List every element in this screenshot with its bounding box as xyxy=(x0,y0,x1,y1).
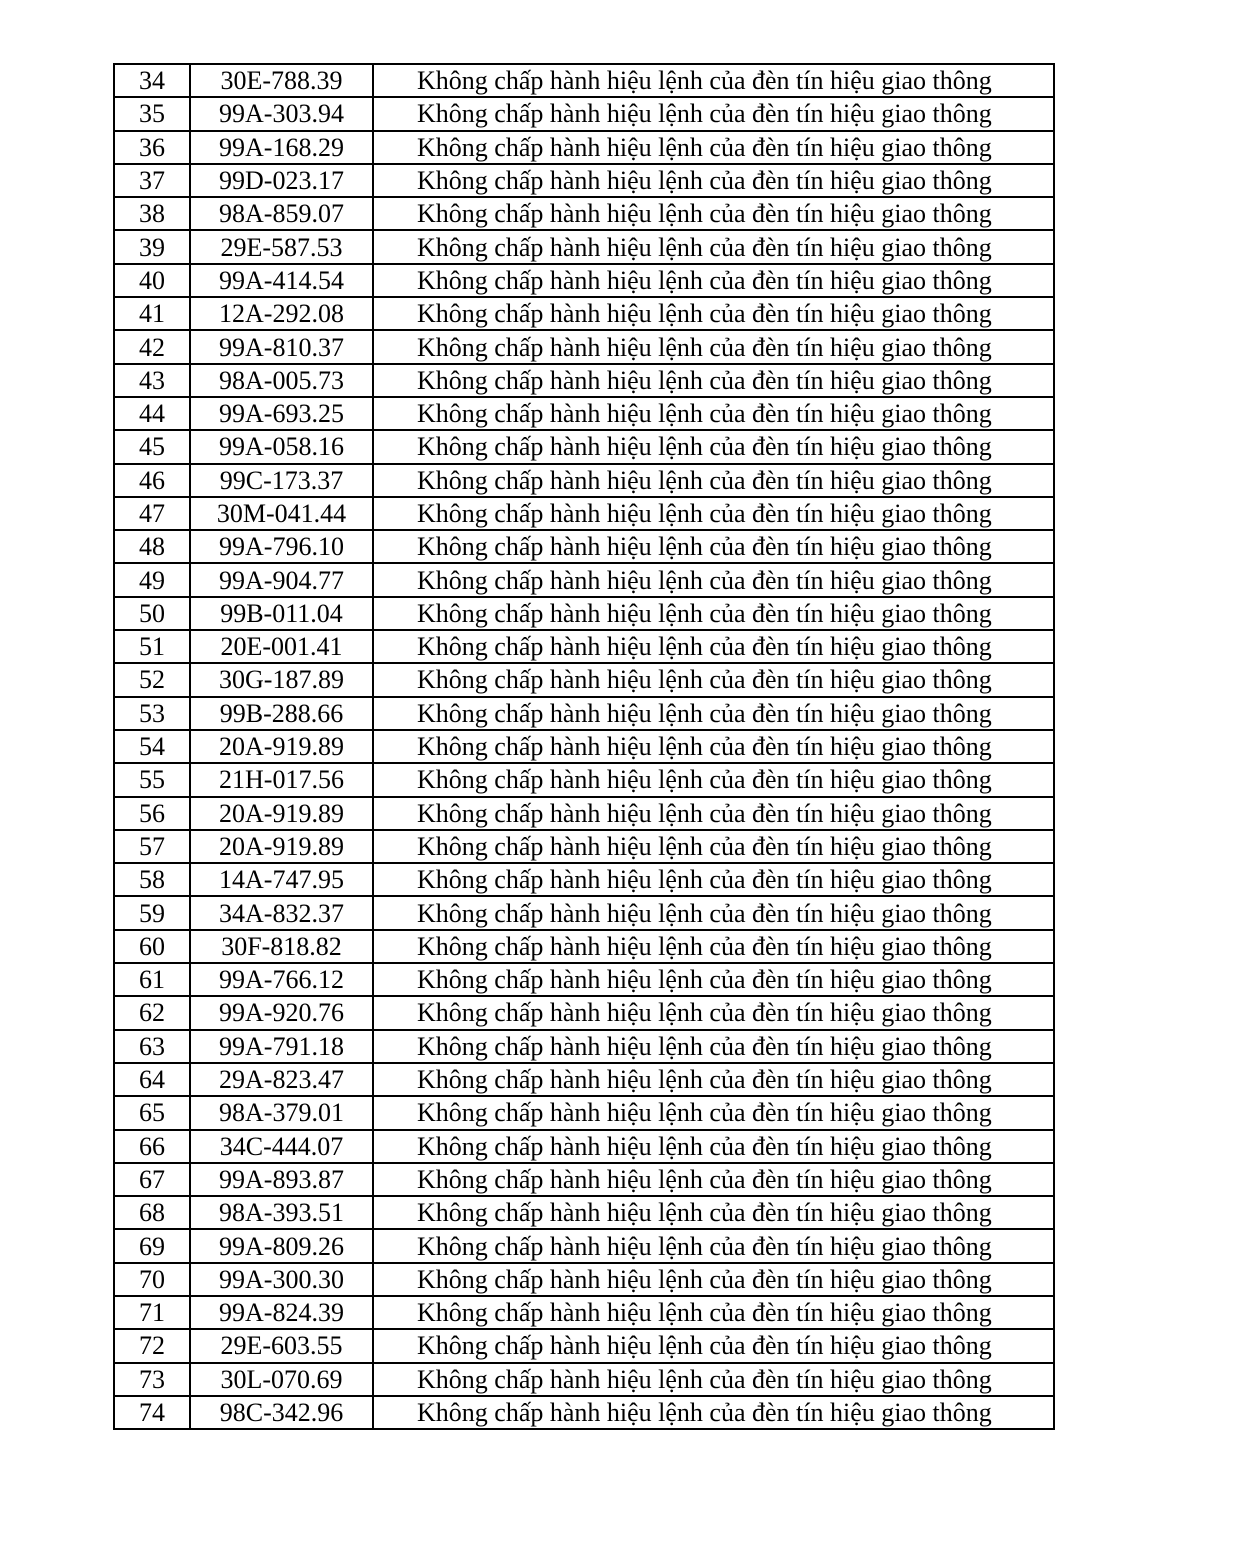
license-plate-cell: 20A-919.89 xyxy=(190,797,373,830)
table-row xyxy=(114,1363,1054,1396)
violation-cell: Không chấp hành hiệu lệnh của đèn tín hiệu giao thông xyxy=(373,630,1054,663)
table-row xyxy=(114,131,1054,164)
table-row xyxy=(114,1229,1054,1262)
violation-cell: Không chấp hành hiệu lệnh của đèn tín hiệu giao thông xyxy=(373,597,1054,630)
violation-cell: Không chấp hành hiệu lệnh của đèn tín hiệu giao thông xyxy=(373,1130,1054,1163)
license-plate-cell: 30F-818.82 xyxy=(190,930,373,963)
table-row xyxy=(114,697,1054,730)
license-plate-cell: 98A-859.07 xyxy=(190,197,373,230)
row-number-cell: 48 xyxy=(114,530,190,563)
violation-cell: Không chấp hành hiệu lệnh của đèn tín hiệu giao thông xyxy=(373,1329,1054,1362)
table-row xyxy=(114,1263,1054,1296)
table-row xyxy=(114,1063,1054,1096)
table-row xyxy=(114,197,1054,230)
violation-cell: Không chấp hành hiệu lệnh của đèn tín hiệu giao thông xyxy=(373,1363,1054,1396)
violation-cell: Không chấp hành hiệu lệnh của đèn tín hiệu giao thông xyxy=(373,97,1054,130)
license-plate-cell: 30G-187.89 xyxy=(190,663,373,696)
license-plate-cell: 99A-920.76 xyxy=(190,996,373,1029)
table-row xyxy=(114,297,1054,330)
row-number-cell: 73 xyxy=(114,1363,190,1396)
license-plate-cell: 34A-832.37 xyxy=(190,896,373,929)
license-plate-cell: 98A-379.01 xyxy=(190,1096,373,1129)
row-number-cell: 60 xyxy=(114,930,190,963)
violation-cell: Không chấp hành hiệu lệnh của đèn tín hiệu giao thông xyxy=(373,131,1054,164)
table-row xyxy=(114,763,1054,796)
violation-cell: Không chấp hành hiệu lệnh của đèn tín hiệu giao thông xyxy=(373,164,1054,197)
row-number-cell: 51 xyxy=(114,630,190,663)
row-number-cell: 61 xyxy=(114,963,190,996)
row-number-cell: 70 xyxy=(114,1263,190,1296)
table-row xyxy=(114,397,1054,430)
license-plate-cell: 98A-005.73 xyxy=(190,364,373,397)
violation-cell: Không chấp hành hiệu lệnh của đèn tín hiệu giao thông xyxy=(373,497,1054,530)
table-row xyxy=(114,1096,1054,1129)
table-row xyxy=(114,1196,1054,1229)
violation-cell: Không chấp hành hiệu lệnh của đèn tín hiệu giao thông xyxy=(373,397,1054,430)
violation-cell: Không chấp hành hiệu lệnh của đèn tín hiệu giao thông xyxy=(373,64,1054,97)
table-row xyxy=(114,330,1054,363)
license-plate-cell: 99A-693.25 xyxy=(190,397,373,430)
row-number-cell: 34 xyxy=(114,64,190,97)
row-number-cell: 35 xyxy=(114,97,190,130)
license-plate-cell: 99C-173.37 xyxy=(190,464,373,497)
row-number-cell: 63 xyxy=(114,1030,190,1063)
license-plate-cell: 20A-919.89 xyxy=(190,830,373,863)
table-row xyxy=(114,597,1054,630)
row-number-cell: 43 xyxy=(114,364,190,397)
violation-cell: Không chấp hành hiệu lệnh của đèn tín hiệu giao thông xyxy=(373,763,1054,796)
license-plate-cell: 29A-823.47 xyxy=(190,1063,373,1096)
violation-cell: Không chấp hành hiệu lệnh của đèn tín hiệu giao thông xyxy=(373,430,1054,463)
table-row xyxy=(114,264,1054,297)
table-row xyxy=(114,1163,1054,1196)
violation-cell: Không chấp hành hiệu lệnh của đèn tín hiệu giao thông xyxy=(373,464,1054,497)
license-plate-cell: 20E-001.41 xyxy=(190,630,373,663)
row-number-cell: 45 xyxy=(114,430,190,463)
row-number-cell: 66 xyxy=(114,1130,190,1163)
table-row xyxy=(114,730,1054,763)
table-body xyxy=(114,64,1054,1429)
row-number-cell: 49 xyxy=(114,563,190,596)
table-row xyxy=(114,797,1054,830)
violation-cell: Không chấp hành hiệu lệnh của đèn tín hiệu giao thông xyxy=(373,1396,1054,1429)
row-number-cell: 38 xyxy=(114,197,190,230)
violation-cell: Không chấp hành hiệu lệnh của đèn tín hiệu giao thông xyxy=(373,863,1054,896)
table-row xyxy=(114,97,1054,130)
license-plate-cell: 29E-603.55 xyxy=(190,1329,373,1362)
table-row xyxy=(114,464,1054,497)
row-number-cell: 69 xyxy=(114,1229,190,1262)
row-number-cell: 47 xyxy=(114,497,190,530)
row-number-cell: 64 xyxy=(114,1063,190,1096)
violation-cell: Không chấp hành hiệu lệnh của đèn tín hiệu giao thông xyxy=(373,563,1054,596)
row-number-cell: 74 xyxy=(114,1396,190,1429)
table-row xyxy=(114,563,1054,596)
table-row xyxy=(114,230,1054,263)
row-number-cell: 53 xyxy=(114,697,190,730)
license-plate-cell: 99A-168.29 xyxy=(190,131,373,164)
violation-cell: Không chấp hành hiệu lệnh của đèn tín hiệu giao thông xyxy=(373,896,1054,929)
row-number-cell: 41 xyxy=(114,297,190,330)
table-row xyxy=(114,863,1054,896)
violation-cell: Không chấp hành hiệu lệnh của đèn tín hiệu giao thông xyxy=(373,1063,1054,1096)
violation-cell: Không chấp hành hiệu lệnh của đèn tín hiệu giao thông xyxy=(373,830,1054,863)
license-plate-cell: 12A-292.08 xyxy=(190,297,373,330)
table-row xyxy=(114,1030,1054,1063)
row-number-cell: 42 xyxy=(114,330,190,363)
row-number-cell: 44 xyxy=(114,397,190,430)
row-number-cell: 65 xyxy=(114,1096,190,1129)
license-plate-cell: 21H-017.56 xyxy=(190,763,373,796)
license-plate-cell: 99B-288.66 xyxy=(190,697,373,730)
table-row xyxy=(114,896,1054,929)
violation-cell: Không chấp hành hiệu lệnh của đèn tín hiệu giao thông xyxy=(373,963,1054,996)
violation-cell: Không chấp hành hiệu lệnh của đèn tín hiệu giao thông xyxy=(373,996,1054,1029)
license-plate-cell: 98C-342.96 xyxy=(190,1396,373,1429)
table-row xyxy=(114,1396,1054,1429)
row-number-cell: 40 xyxy=(114,264,190,297)
table-row xyxy=(114,830,1054,863)
violation-cell: Không chấp hành hiệu lệnh của đèn tín hiệu giao thông xyxy=(373,1196,1054,1229)
row-number-cell: 67 xyxy=(114,1163,190,1196)
license-plate-cell: 98A-393.51 xyxy=(190,1196,373,1229)
row-number-cell: 39 xyxy=(114,230,190,263)
row-number-cell: 58 xyxy=(114,863,190,896)
violation-cell: Không chấp hành hiệu lệnh của đèn tín hiệu giao thông xyxy=(373,530,1054,563)
row-number-cell: 37 xyxy=(114,164,190,197)
license-plate-cell: 14A-747.95 xyxy=(190,863,373,896)
license-plate-cell: 34C-444.07 xyxy=(190,1130,373,1163)
table-row xyxy=(114,1296,1054,1329)
table-row xyxy=(114,530,1054,563)
violation-cell: Không chấp hành hiệu lệnh của đèn tín hiệu giao thông xyxy=(373,663,1054,696)
violation-cell: Không chấp hành hiệu lệnh của đèn tín hiệu giao thông xyxy=(373,230,1054,263)
row-number-cell: 57 xyxy=(114,830,190,863)
violation-cell: Không chấp hành hiệu lệnh của đèn tín hiệu giao thông xyxy=(373,1263,1054,1296)
table-row xyxy=(114,963,1054,996)
license-plate-cell: 30M-041.44 xyxy=(190,497,373,530)
violations-table xyxy=(113,63,1055,1430)
row-number-cell: 36 xyxy=(114,131,190,164)
table-row xyxy=(114,164,1054,197)
table-row xyxy=(114,64,1054,97)
table-row xyxy=(114,930,1054,963)
violation-cell: Không chấp hành hiệu lệnh của đèn tín hiệu giao thông xyxy=(373,1096,1054,1129)
license-plate-cell: 99A-904.77 xyxy=(190,563,373,596)
license-plate-cell: 99A-809.26 xyxy=(190,1229,373,1262)
violation-cell: Không chấp hành hiệu lệnh của đèn tín hiệu giao thông xyxy=(373,330,1054,363)
row-number-cell: 50 xyxy=(114,597,190,630)
license-plate-cell: 99A-058.16 xyxy=(190,430,373,463)
row-number-cell: 56 xyxy=(114,797,190,830)
row-number-cell: 68 xyxy=(114,1196,190,1229)
license-plate-cell: 99A-796.10 xyxy=(190,530,373,563)
table-row xyxy=(114,1329,1054,1362)
license-plate-cell: 99A-824.39 xyxy=(190,1296,373,1329)
row-number-cell: 72 xyxy=(114,1329,190,1362)
table-row xyxy=(114,497,1054,530)
row-number-cell: 55 xyxy=(114,763,190,796)
license-plate-cell: 99A-414.54 xyxy=(190,264,373,297)
license-plate-cell: 99A-791.18 xyxy=(190,1030,373,1063)
violation-cell: Không chấp hành hiệu lệnh của đèn tín hiệu giao thông xyxy=(373,730,1054,763)
table-row xyxy=(114,364,1054,397)
violation-cell: Không chấp hành hiệu lệnh của đèn tín hiệu giao thông xyxy=(373,1296,1054,1329)
license-plate-cell: 99A-303.94 xyxy=(190,97,373,130)
license-plate-cell: 99B-011.04 xyxy=(190,597,373,630)
license-plate-cell: 29E-587.53 xyxy=(190,230,373,263)
violation-cell: Không chấp hành hiệu lệnh của đèn tín hiệu giao thông xyxy=(373,797,1054,830)
row-number-cell: 59 xyxy=(114,896,190,929)
table-row xyxy=(114,630,1054,663)
violation-cell: Không chấp hành hiệu lệnh của đèn tín hiệu giao thông xyxy=(373,364,1054,397)
license-plate-cell: 30E-788.39 xyxy=(190,64,373,97)
violation-cell: Không chấp hành hiệu lệnh của đèn tín hiệu giao thông xyxy=(373,1030,1054,1063)
row-number-cell: 52 xyxy=(114,663,190,696)
license-plate-cell: 99D-023.17 xyxy=(190,164,373,197)
violation-cell: Không chấp hành hiệu lệnh của đèn tín hiệu giao thông xyxy=(373,930,1054,963)
license-plate-cell: 99A-810.37 xyxy=(190,330,373,363)
table-row xyxy=(114,663,1054,696)
license-plate-cell: 20A-919.89 xyxy=(190,730,373,763)
row-number-cell: 54 xyxy=(114,730,190,763)
violation-cell: Không chấp hành hiệu lệnh của đèn tín hiệu giao thông xyxy=(373,1229,1054,1262)
license-plate-cell: 99A-766.12 xyxy=(190,963,373,996)
violation-cell: Không chấp hành hiệu lệnh của đèn tín hiệu giao thông xyxy=(373,1163,1054,1196)
table-row xyxy=(114,430,1054,463)
table-row xyxy=(114,996,1054,1029)
license-plate-cell: 99A-300.30 xyxy=(190,1263,373,1296)
violation-cell: Không chấp hành hiệu lệnh của đèn tín hiệu giao thông xyxy=(373,197,1054,230)
violation-cell: Không chấp hành hiệu lệnh của đèn tín hiệu giao thông xyxy=(373,264,1054,297)
license-plate-cell: 30L-070.69 xyxy=(190,1363,373,1396)
row-number-cell: 46 xyxy=(114,464,190,497)
violation-cell: Không chấp hành hiệu lệnh của đèn tín hiệu giao thông xyxy=(373,297,1054,330)
row-number-cell: 62 xyxy=(114,996,190,1029)
license-plate-cell: 99A-893.87 xyxy=(190,1163,373,1196)
table-row xyxy=(114,1130,1054,1163)
violation-cell: Không chấp hành hiệu lệnh của đèn tín hiệu giao thông xyxy=(373,697,1054,730)
row-number-cell: 71 xyxy=(114,1296,190,1329)
